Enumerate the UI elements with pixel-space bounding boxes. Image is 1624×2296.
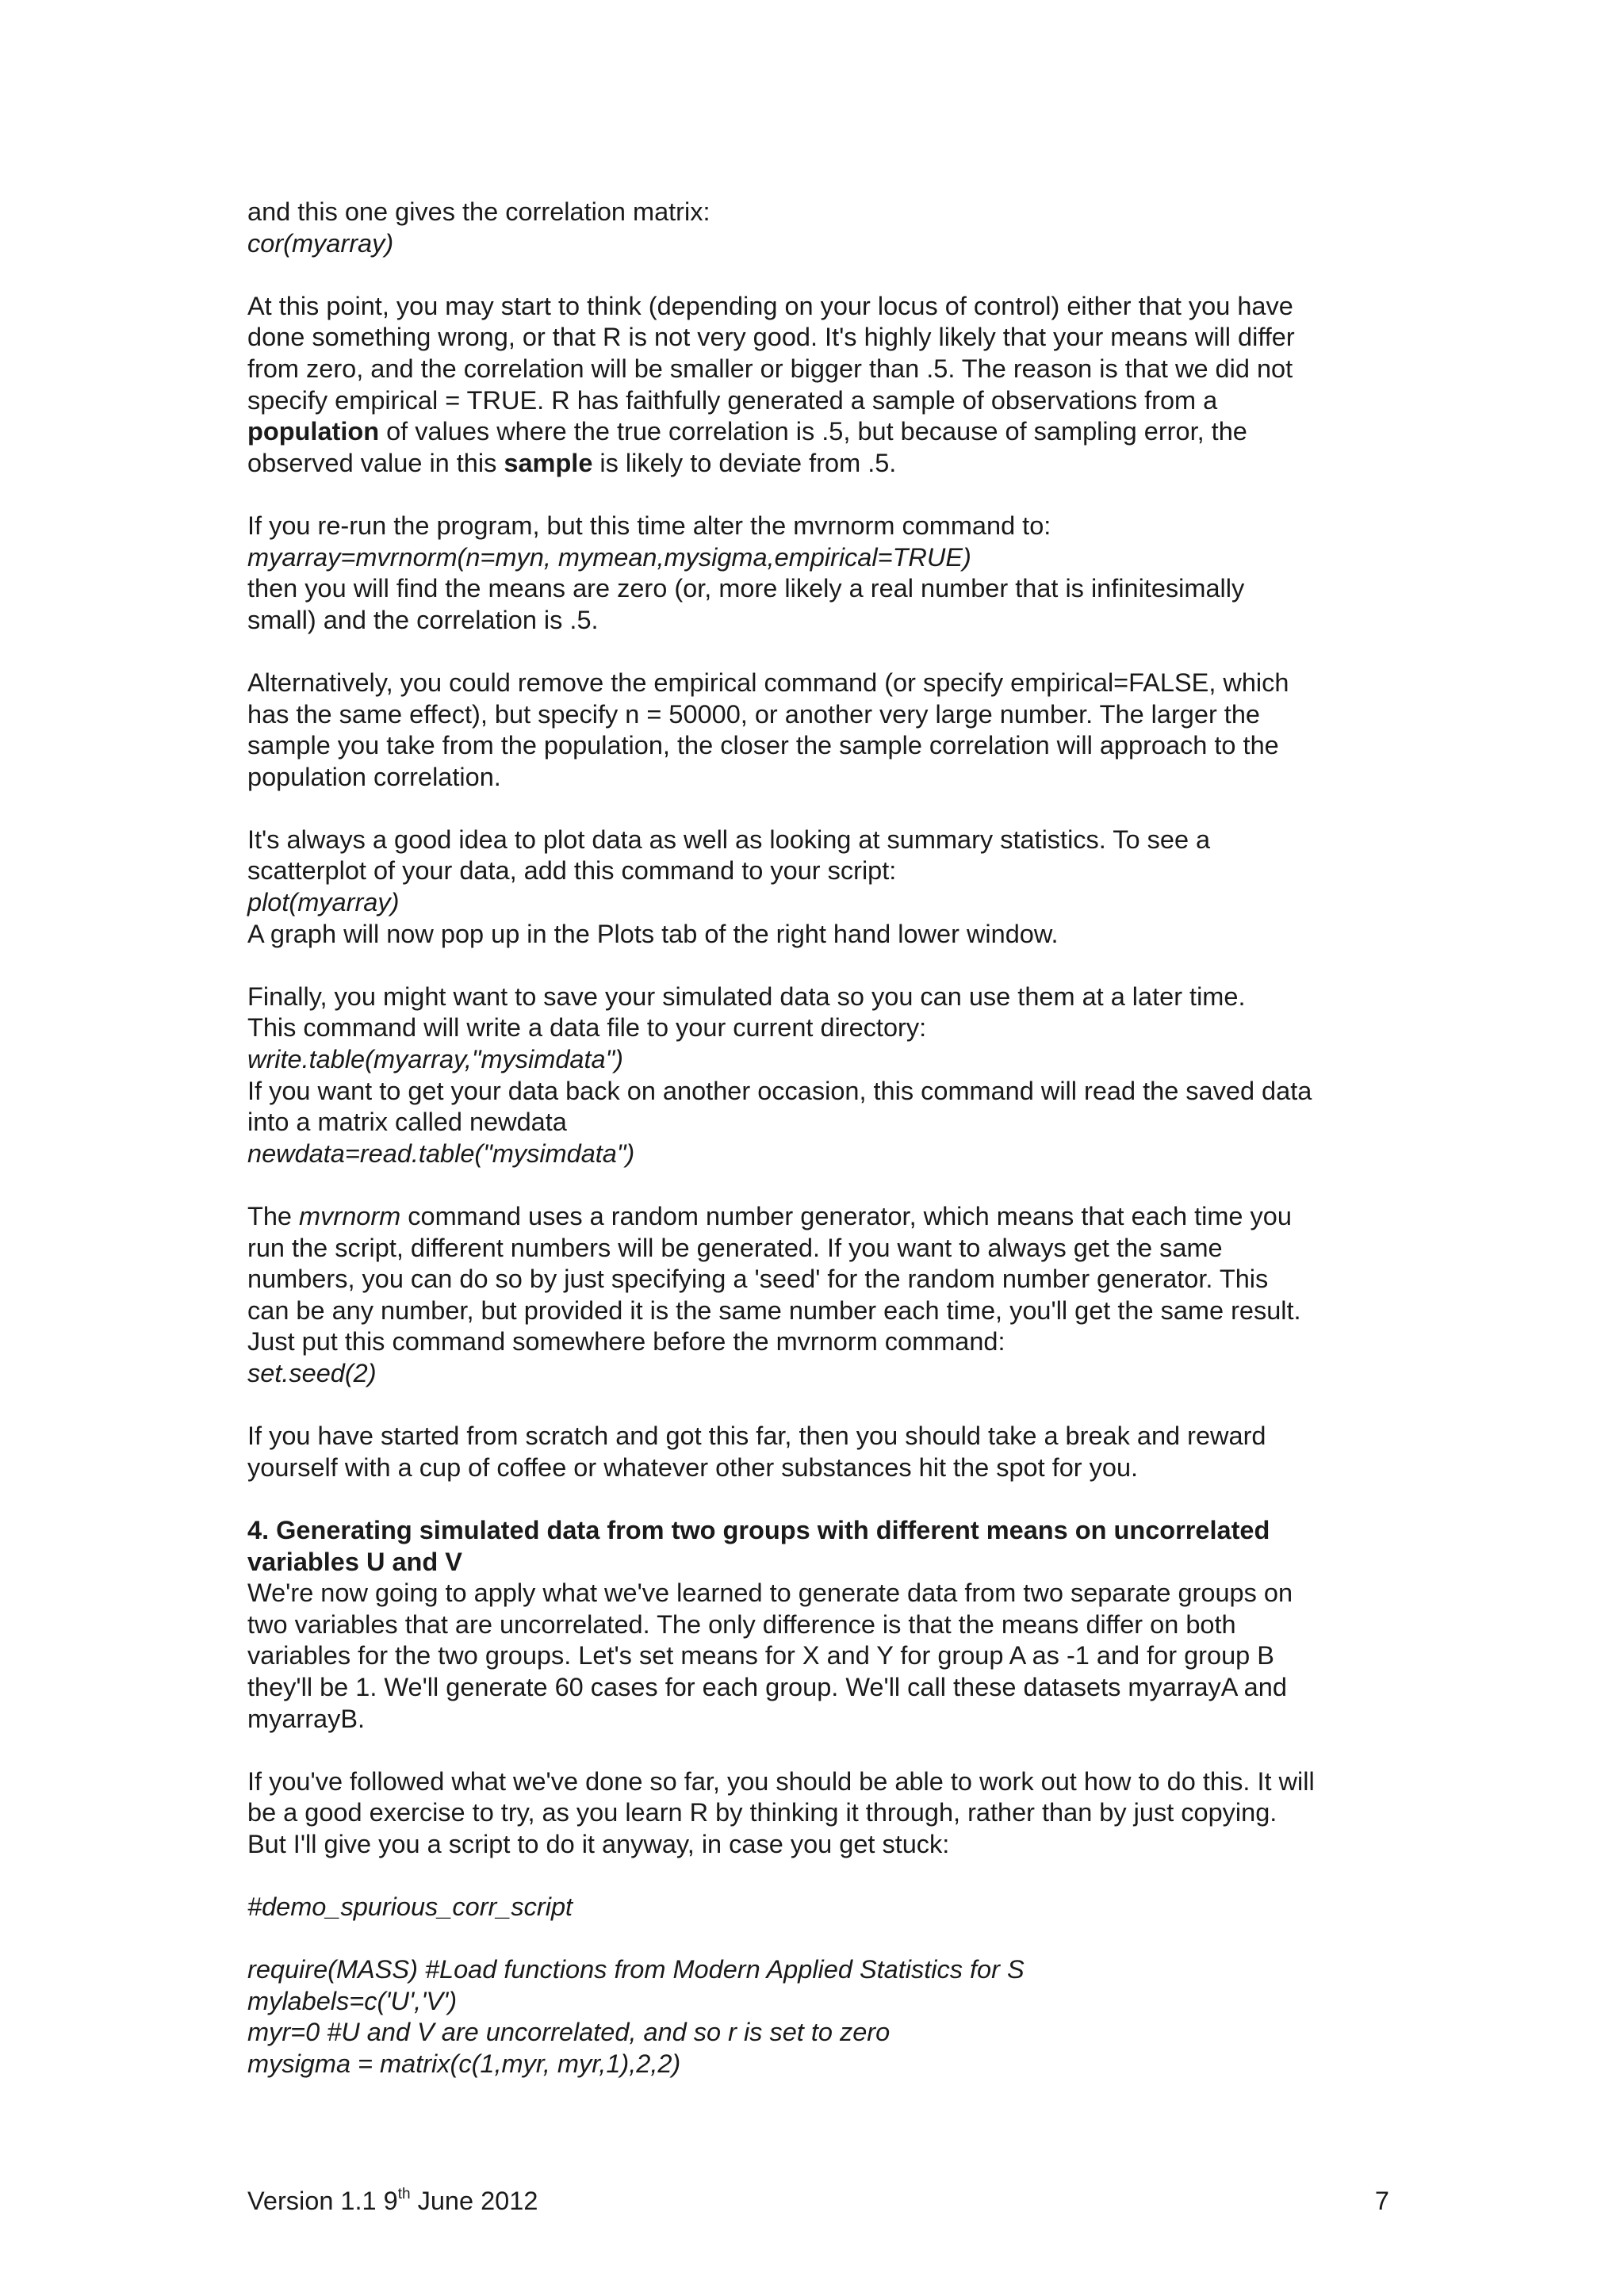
text-span: command uses a random number generator, which means that each time you xyxy=(400,1202,1292,1230)
footer-date: June 2012 xyxy=(410,2187,538,2215)
paragraph-random-seed xyxy=(247,1201,1397,1390)
page-number: 7 xyxy=(1374,2187,1389,2215)
section-heading: 4. Generating simulated data from two groups with different means on uncorrelated xyxy=(247,1515,1270,1544)
text-line: Alternatively, you could remove the empirical command (or specify empirical=FALSE, which xyxy=(247,668,1289,697)
text-line: If you've followed what we've done so far, you should be able to work out how to do this. It will xyxy=(247,1766,1315,1796)
text-line xyxy=(247,416,1397,448)
text-line xyxy=(247,1201,1397,1233)
footer-version-text: Version 1.1 9 xyxy=(247,2187,398,2215)
text-line: If you have started from scratch and got this far, then you should take a break and reward xyxy=(247,1422,1266,1451)
text-line: We're now going to apply what we've learned to generate data from two separate groups on xyxy=(247,1578,1293,1608)
code-line: myarray=mvrnorm(n=myn, mymean,mysigma,empirical=TRUE) xyxy=(247,542,971,572)
text-span: is likely to deviate from .5. xyxy=(592,448,897,477)
text-span: observed value in this xyxy=(247,448,504,477)
text-line: small) and the correlation is .5. xyxy=(247,605,599,634)
text-line: At this point, you may start to think (depending on your locus of control) either that you have xyxy=(247,291,1293,320)
code-line: newdata=read.table("mysimdata") xyxy=(247,1138,635,1168)
text-line: variables for the two groups. Let's set means for X and Y for group A as -1 and for group B xyxy=(247,1641,1274,1670)
code-line: set.seed(2) xyxy=(247,1358,377,1387)
text-line: If you re-run the program, but this time alter the mvrnorm command to: xyxy=(247,511,1051,540)
text-line: But I'll give you a script to do it anyway, in case you get stuck: xyxy=(247,1829,950,1858)
paragraph-break xyxy=(247,1421,1397,1483)
text-line: scatterplot of your data, add this command to your script: xyxy=(247,856,897,886)
text-line: they'll be 1. We'll generate 60 cases for each group. We'll call these datasets myarrayA and xyxy=(247,1672,1287,1701)
code-line: plot(myarray) xyxy=(247,888,400,917)
code-line: mysigma = matrix(c(1,myr, myr,1),2,2) xyxy=(247,2049,681,2079)
text-line: has the same effect), but specify n = 50000, or another very large number. The larger the xyxy=(247,699,1260,729)
document-body xyxy=(247,197,1397,2080)
footer-version xyxy=(247,2185,538,2217)
text-span: of values where the true correlation is .5, but because of sampling error, the xyxy=(379,417,1247,446)
section-4 xyxy=(247,1515,1397,1735)
text-line: population correlation. xyxy=(247,762,501,791)
paragraph-correlation-intro xyxy=(247,197,1397,259)
text-span: The xyxy=(247,1202,300,1230)
code-line: mylabels=c('U','V') xyxy=(247,1986,458,2015)
text-line: then you will find the means are zero (or, more likely a real number that is infinitesimally xyxy=(247,574,1245,603)
text-line: into a matrix called newdata xyxy=(247,1108,567,1137)
text-line: It's always a good idea to plot data as well as looking at summary statistics. To see a xyxy=(247,825,1211,854)
text-line: sample you take from the population, the closer the sample correlation will approach to the xyxy=(247,731,1279,760)
text-line: specify empirical = TRUE. R has faithfully generated a sample of observations from a xyxy=(247,385,1218,415)
text-line: from zero, and the correlation will be smaller or bigger than .5. The reason is that we did not xyxy=(247,354,1293,383)
paragraph-sampling-error xyxy=(247,291,1397,480)
footer-ordinal: th xyxy=(397,2186,411,2202)
text-line: be a good exercise to try, as you learn R by thinking it through, rather than by just copying. xyxy=(247,1798,1277,1827)
paragraph-plot xyxy=(247,825,1397,950)
paragraph-exercise xyxy=(247,1766,1397,1861)
text-line: A graph will now pop up in the Plots tab of the right hand lower window. xyxy=(247,919,1059,948)
text-line: can be any number, but provided it is the same number each time, you'll get the same result. xyxy=(247,1295,1301,1325)
code-line: write.table(myarray,"mysimdata") xyxy=(247,1045,623,1074)
text-line: numbers, you can do so by just specifying a 'seed' for the random number generator. This xyxy=(247,1265,1269,1294)
section-heading: variables U and V xyxy=(247,1547,462,1576)
text-line: Just put this command somewhere before the mvrnorm command: xyxy=(247,1327,1005,1357)
text-line xyxy=(247,448,1397,480)
script-title xyxy=(247,1892,1397,1923)
text-line: This command will write a data file to your current directory: xyxy=(247,1013,927,1043)
italic-term-mvrnorm: mvrnorm xyxy=(299,1202,401,1230)
code-line: #demo_spurious_corr_script xyxy=(247,1892,573,1922)
paragraph-save-data xyxy=(247,982,1397,1170)
paragraph-large-sample xyxy=(247,668,1397,793)
text-line: myarrayB. xyxy=(247,1704,366,1733)
text-line: run the script, different numbers will be generated. If you want to always get the same xyxy=(247,1233,1223,1262)
code-line: require(MASS) #Load functions from Modern Applied Statistics for S xyxy=(247,1955,1025,1984)
text-line: If you want to get your data back on another occasion, this command will read the saved data xyxy=(247,1076,1312,1105)
bold-term-sample: sample xyxy=(504,448,593,477)
paragraph-empirical-true xyxy=(247,511,1397,636)
text-line: done something wrong, or that R is not very good. It's highly likely that your means will differ xyxy=(247,323,1295,352)
script-block xyxy=(247,1954,1397,2080)
text-line: yourself with a cup of coffee or whatever other substances hit the spot for you. xyxy=(247,1452,1139,1482)
text-line: Finally, you might want to save your simulated data so you can use them at a later time. xyxy=(247,982,1246,1011)
text-line: two variables that are uncorrelated. The only difference is that the means differ on both xyxy=(247,1609,1236,1639)
text-line: and this one gives the correlation matrix: xyxy=(247,197,710,226)
code-line: cor(myarray) xyxy=(247,228,394,258)
bold-term-population: population xyxy=(247,417,380,446)
code-line: myr=0 #U and V are uncorrelated, and so r is set to zero xyxy=(247,2018,891,2047)
